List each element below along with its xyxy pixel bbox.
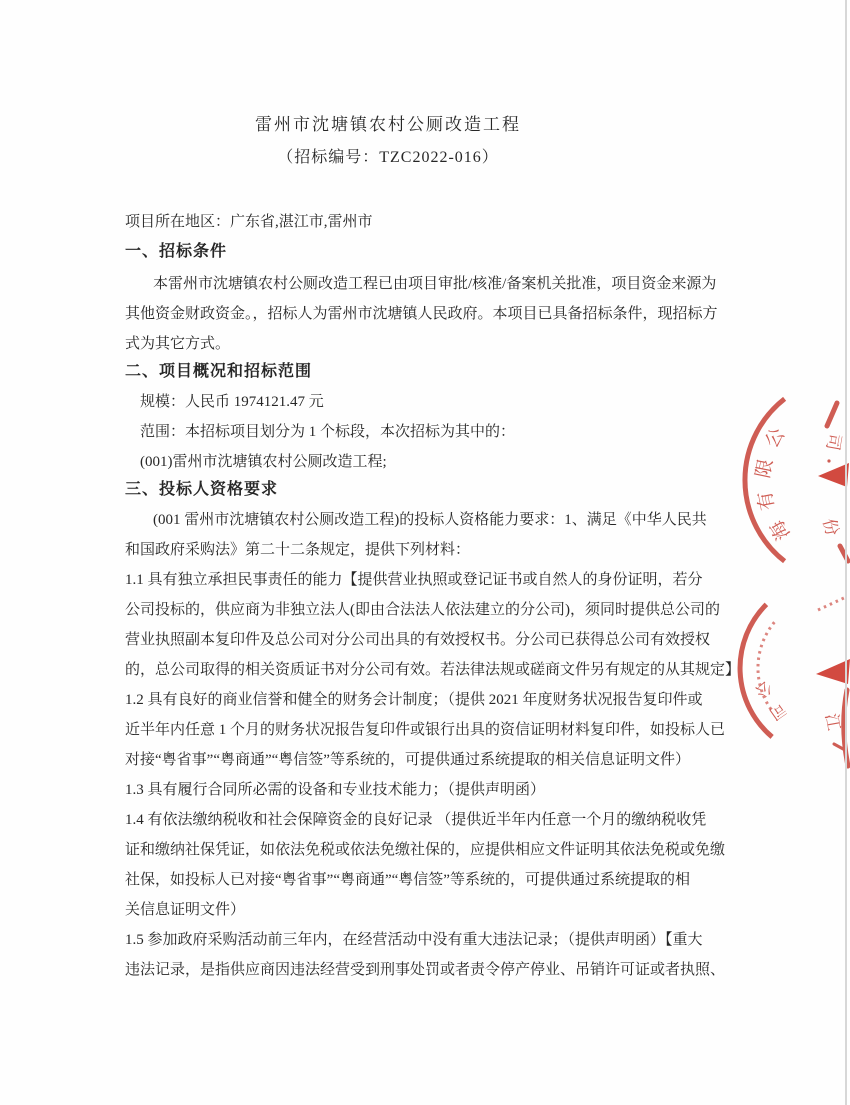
section-body-bidder-qualifications — [125, 505, 741, 985]
project-location-line: 项目所在地区：广东省,湛江市,雷州市 — [125, 214, 373, 230]
section-heading-project-overview: 二、项目概况和招标范围 — [125, 363, 313, 380]
text-line: 证和缴纳社保凭证，如依法免税或依法免缴社保的，应提供相应文件证明其依法免税或免缴 — [125, 842, 726, 858]
document-title: 雷州市沈塘镇农村公厕改造工程 — [255, 115, 521, 134]
text-line: 规模：人民币 1974121.47 元 — [140, 394, 324, 410]
seal-character: 份 — [819, 516, 842, 538]
text-line: 对接“粤省事”“粤商通”“粤信签”等系统的，可提供通过系统提取的相关信息证明文件） — [125, 752, 690, 768]
text-line: 1.1 具有独立承担民事责任的能力【提供营业执照或登记证书或自然人的身份证明，若分 — [125, 572, 703, 588]
text-line: 违法记录，是指供应商因违法经营受到刑事处罚或者责令停产停业、吊销许可证或者执照、 — [125, 962, 726, 978]
seal-ring-arc — [745, 399, 785, 561]
document-content — [125, 110, 741, 985]
text-line: 的，总公司取得的相关资质证书对分公司有效。若法律法规或磋商文件另有规定的从其规定】 — [125, 662, 741, 678]
text-line: (001)雷州市沈塘镇农村公厕改造工程; — [140, 454, 387, 470]
text-line: 1.2 具有良好的商业信誉和健全的财务会计制度；（提供 2021 年度财务状况报告复印件或 — [125, 692, 703, 708]
company-seal-edge-fragment-bottom — [798, 588, 850, 793]
text-line: 和国政府采购法》第二十二条规定，提供下列材料： — [125, 542, 471, 558]
text-line: 式为其它方式。 — [125, 336, 231, 352]
text-line: 近半年内任意 1 个月的财务状况报告复印件或银行出具的资信证明材料复印件，如投标人已 — [125, 722, 726, 738]
seal-serial-dashes — [758, 622, 775, 710]
seal-serial-dashes — [818, 597, 846, 610]
seal-character: 司 — [765, 699, 789, 723]
seal-dot — [827, 459, 830, 462]
text-line: (001 雷州市沈塘镇农村公厕改造工程)的投标人资格能力要求：1、满足《中华人民共 — [153, 512, 707, 528]
section-heading-bidder-qualifications: 三、投标人资格要求 — [125, 481, 279, 498]
seal-character: 司 — [822, 431, 845, 452]
text-line: 公司投标的，供应商为非独立法人(即由合法法人依法建立的分公司)，须同时提供总公司的 — [125, 602, 720, 618]
seal-rim-text: 海有限公 — [752, 415, 796, 544]
text-line: 营业执照副本复印件及总公司对分公司出具的有效授权书。分公司已获得总公司有效授权 — [125, 632, 711, 648]
text-line: 其他资金财政资金。，招标人为雷州市沈塘镇人民政府。本项目已具备招标条件，现招标方 — [125, 306, 718, 322]
section-body-project-overview — [125, 387, 737, 477]
text-line: 范围：本招标项目划分为 1 个标段，本次招标为其中的： — [140, 424, 516, 440]
text-line: 1.4 有依法缴纳税收和社会保障资金的良好记录 （提供近半年内任意一个月的缴纳税收凭 — [125, 812, 707, 828]
text-line: 社保，如投标人已对接“粤省事”“粤商通”“粤信签”等系统的，可提供通过系统提取的相 — [125, 872, 690, 888]
text-line: 本雷州市沈塘镇农村公厕改造工程已由项目审批/核准/备案机关批准，项目资金来源为 — [153, 276, 717, 292]
seal-rim-text-path — [770, 422, 796, 538]
seal-character: 江 — [821, 712, 844, 733]
page-scan-edge-line — [845, 0, 847, 1105]
seal-character: 公 — [751, 677, 775, 701]
seal-stroke — [827, 403, 837, 426]
text-line: 关信息证明文件） — [125, 902, 246, 918]
section-body-bid-conditions — [125, 269, 737, 359]
text-line: 1.3 具有履行合同所必需的设备和专业技术能力；（提供声明函） — [125, 782, 546, 798]
section-heading-bid-conditions: 一、招标条件 — [125, 243, 228, 260]
company-seal-edge-fragment-top — [800, 398, 850, 568]
bid-number-line: （招标编号：TZC2022-016） — [277, 149, 499, 166]
seal-ring-arc — [740, 604, 772, 737]
seal-stroke — [834, 744, 845, 750]
text-line: 1.5 参加政府采购活动前三年内，在经营活动中没有重大违法记录；（提供声明函）【重大 — [125, 932, 703, 948]
